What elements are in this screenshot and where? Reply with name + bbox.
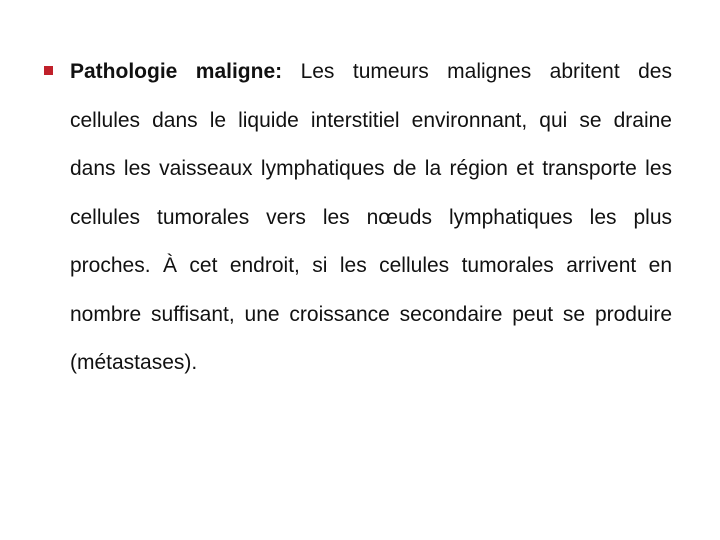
square-bullet-icon bbox=[44, 66, 53, 75]
bullet-body-text: Les tumeurs malignes abritent des cellules dans le liquide interstitiel environnant, qui se draine dans les vaisseaux lymphatiques de la région et transporte les cellules tumorales vers les nœuds lymphatiques les plus proches. À cet endroit, si les cellules tumorales arrivent en nombre suffisant, une croissance secondaire peut se produire (métastases). bbox=[70, 60, 672, 374]
bullet-term: Pathologie maligne: bbox=[70, 60, 283, 83]
bullet-paragraph bbox=[70, 48, 672, 388]
bullet-item bbox=[44, 48, 672, 388]
